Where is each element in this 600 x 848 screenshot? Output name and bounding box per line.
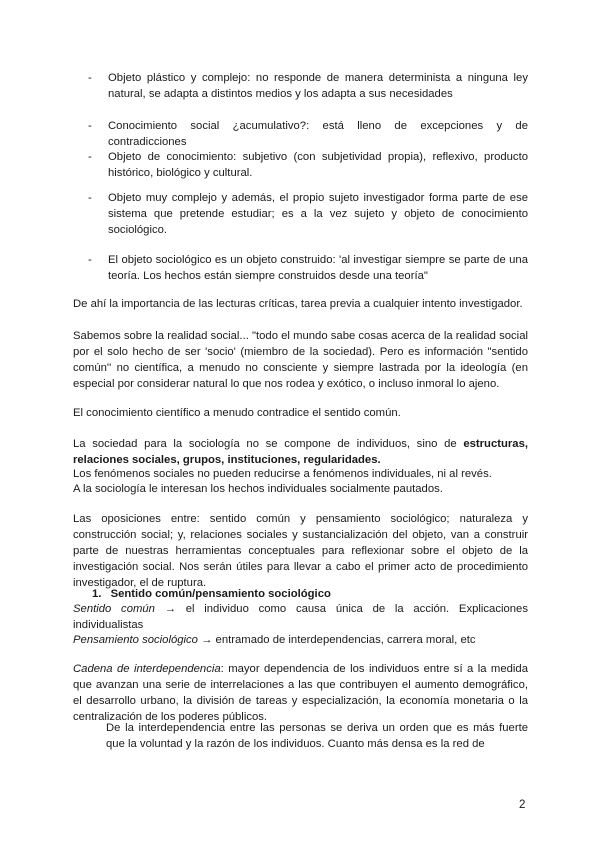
definition-text: entramado de interdependencias, carrera moral, etc bbox=[215, 634, 476, 646]
section-number: 1. bbox=[92, 588, 102, 600]
definition-text: : mayor dependencia de los individuos entre sí a la medida que avanzan una serie de interrelaciones a las que contribuyen el aumento demográfico, el desarrollo urbano, la división de tareas y especialización, la economía monetaria o la centralización de los poderes públicos. bbox=[73, 663, 528, 723]
bullet-item bbox=[88, 149, 528, 181]
section-heading bbox=[92, 586, 528, 602]
bullet-marker: - bbox=[88, 254, 92, 266]
paragraph-text: La sociedad para la sociología no se compone de individuos, sino de bbox=[73, 438, 464, 450]
paragraph: Las oposiciones entre: sentido común y pensamiento sociológico; naturaleza y construcción social; y, relaciones sociales y sustancialización del objeto, van a construir parte de nuestras herramientas conceptuales para reflexionar sobre el objeto de la investigación social. Nos serán útiles para llevar a cabo el primer acto de procedimiento investigador, el de ruptura. bbox=[73, 513, 528, 589]
paragraph: El conocimiento científico a menudo contradice el sentido común. bbox=[73, 407, 401, 419]
bullet-marker: - bbox=[88, 151, 92, 163]
term: Pensamiento sociológico bbox=[73, 634, 198, 646]
bullet-item bbox=[88, 70, 528, 102]
page-number: 2 bbox=[519, 799, 526, 811]
paragraph bbox=[73, 436, 528, 468]
paragraph: De la interdependencia entre las personas se deriva un orden que es más fuerte que la voluntad y la razón de los individuos. Cuanto más densa es la red de bbox=[106, 722, 528, 750]
arrow-icon: → bbox=[164, 603, 176, 615]
paragraph bbox=[73, 661, 528, 725]
paragraph: Los fenómenos sociales no pueden reducirse a fenómenos individuales, ni al revés. bbox=[73, 468, 492, 480]
bullet-item bbox=[88, 252, 528, 284]
bullet-text: Objeto plástico y complejo: no responde de manera determinista a ninguna ley natural, se adapta a distintos medios y los adapta a sus necesidades bbox=[108, 72, 528, 100]
bullet-item bbox=[88, 190, 528, 238]
bullet-text: Objeto de conocimiento: subjetivo (con subjetividad propia), reflexivo, producto histórico, biológico y cultural. bbox=[108, 151, 528, 179]
bullet-text: Objeto muy complejo y además, el propio sujeto investigador forma parte de ese sistema que pretende estudiar; es a la vez sujeto y objeto de conocimiento sociológico. bbox=[108, 192, 528, 236]
bold-text: estructuras, relaciones sociales, grupos, instituciones, regularidades. bbox=[73, 438, 528, 466]
paragraph: Sabemos sobre la realidad social... "todo el mundo sabe cosas acerca de la realidad social por el solo hecho de ser 'socio' (miembro de la sociedad). Pero es información "sentido común'' no científica, a menudo no consciente y siempre lastrada por la ideología (en especial por considerar natural lo que nos rodea y exótico, o incluso inmoral lo ajeno. bbox=[73, 330, 528, 390]
paragraph: A la sociología le interesan los hechos individuales socialmente pautados. bbox=[73, 483, 443, 495]
bullet-marker: - bbox=[88, 72, 92, 84]
bullet-marker: - bbox=[88, 192, 92, 204]
definition-text: el individuo como causa única de la acción. Explicaciones individualistas bbox=[73, 603, 528, 631]
bullet-marker: - bbox=[88, 120, 92, 132]
bullet-item bbox=[88, 118, 528, 150]
definition-line bbox=[73, 601, 528, 633]
arrow-icon: → bbox=[201, 634, 213, 646]
definition-line bbox=[73, 632, 528, 648]
section-title: Sentido común/pensamiento sociológico bbox=[110, 588, 331, 600]
bullet-text: Conocimiento social ¿acumulativo?: está lleno de excepciones y de contradicciones bbox=[108, 120, 528, 148]
term: Sentido común bbox=[73, 603, 155, 615]
bullet-text: El objeto sociológico es un objeto construido: 'al investigar siempre se parte de una teoría. Los hechos están siempre construidos desde una teoría" bbox=[108, 254, 528, 282]
paragraph: De ahí la importancia de las lecturas críticas, tarea previa a cualquier intento investigador. bbox=[73, 298, 523, 310]
term: Cadena de interdependencia bbox=[73, 663, 221, 675]
